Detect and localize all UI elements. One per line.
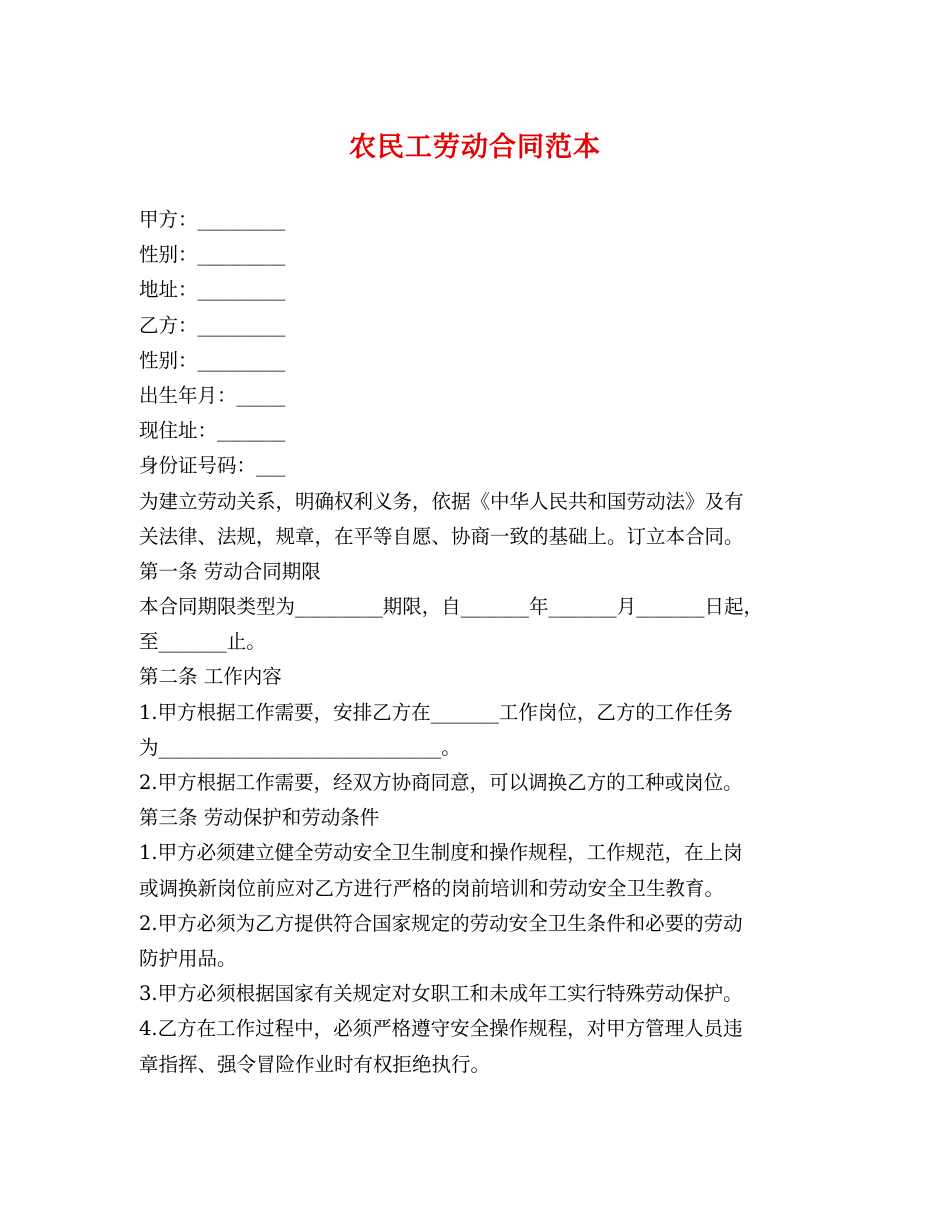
body-line: 性别：_________ [139, 348, 286, 372]
body-line: 4.乙方在工作过程中，必须严格遵守安全操作规程，对甲方管理人员违 [139, 1017, 743, 1041]
body-line: 第一条 劳动合同期限 [139, 559, 321, 583]
body-line: 第二条 工作内容 [139, 665, 282, 689]
body-line: 1.甲方根据工作需要，安排乙方在_______工作岗位，乙方的工作任务 [139, 700, 733, 724]
body-line: 本合同期限类型为_________期限，自_______年_______月_______日起， [139, 595, 764, 619]
body-line: 或调换新岗位前应对乙方进行严格的岗前培训和劳动安全卫生教育。 [139, 876, 725, 900]
body-line: 身份证号码：___ [139, 454, 286, 478]
body-line: 关法律、法规，规章，在平等自愿、协商一致的基础上。订立本合同。 [139, 524, 744, 548]
body-line: 甲方：_________ [139, 208, 286, 231]
document-title: 农民工劳动合同范本 [349, 132, 601, 163]
body-line: 地址：_________ [139, 278, 286, 302]
body-line: 2.甲方根据工作需要，经双方协商同意，可以调换乙方的工种或岗位。 [139, 771, 743, 794]
body-line: 现住址：_______ [139, 419, 286, 443]
body-line: 至_______止。 [139, 630, 266, 654]
body-line: 第三条 劳动保护和劳动条件 [139, 806, 380, 830]
body-line: 出生年月：_____ [139, 383, 286, 407]
body-line: 为建立劳动关系，明确权利义务，依据《中华人民共和国劳动法》及有 [139, 489, 744, 513]
body-line: 性别：_________ [139, 243, 286, 267]
body-line: 3.甲方必须根据国家有关规定对女职工和未成年工实行特殊劳动保护。 [139, 982, 743, 1006]
body-line: 1.甲方必须建立健全劳动安全卫生制度和操作规程，工作规范，在上岗 [139, 841, 743, 865]
body-line: 为_____________________________。 [139, 735, 461, 759]
body-line: 2.甲方必须为乙方提供符合国家规定的劳动安全卫生条件和必要的劳动 [139, 911, 743, 935]
body-line: 章指挥、强令冒险作业时有权拒绝执行。 [139, 1052, 491, 1076]
document-body [139, 202, 829, 1082]
body-line: 防护用品。 [139, 946, 237, 970]
body-line: 乙方：_________ [139, 313, 286, 337]
